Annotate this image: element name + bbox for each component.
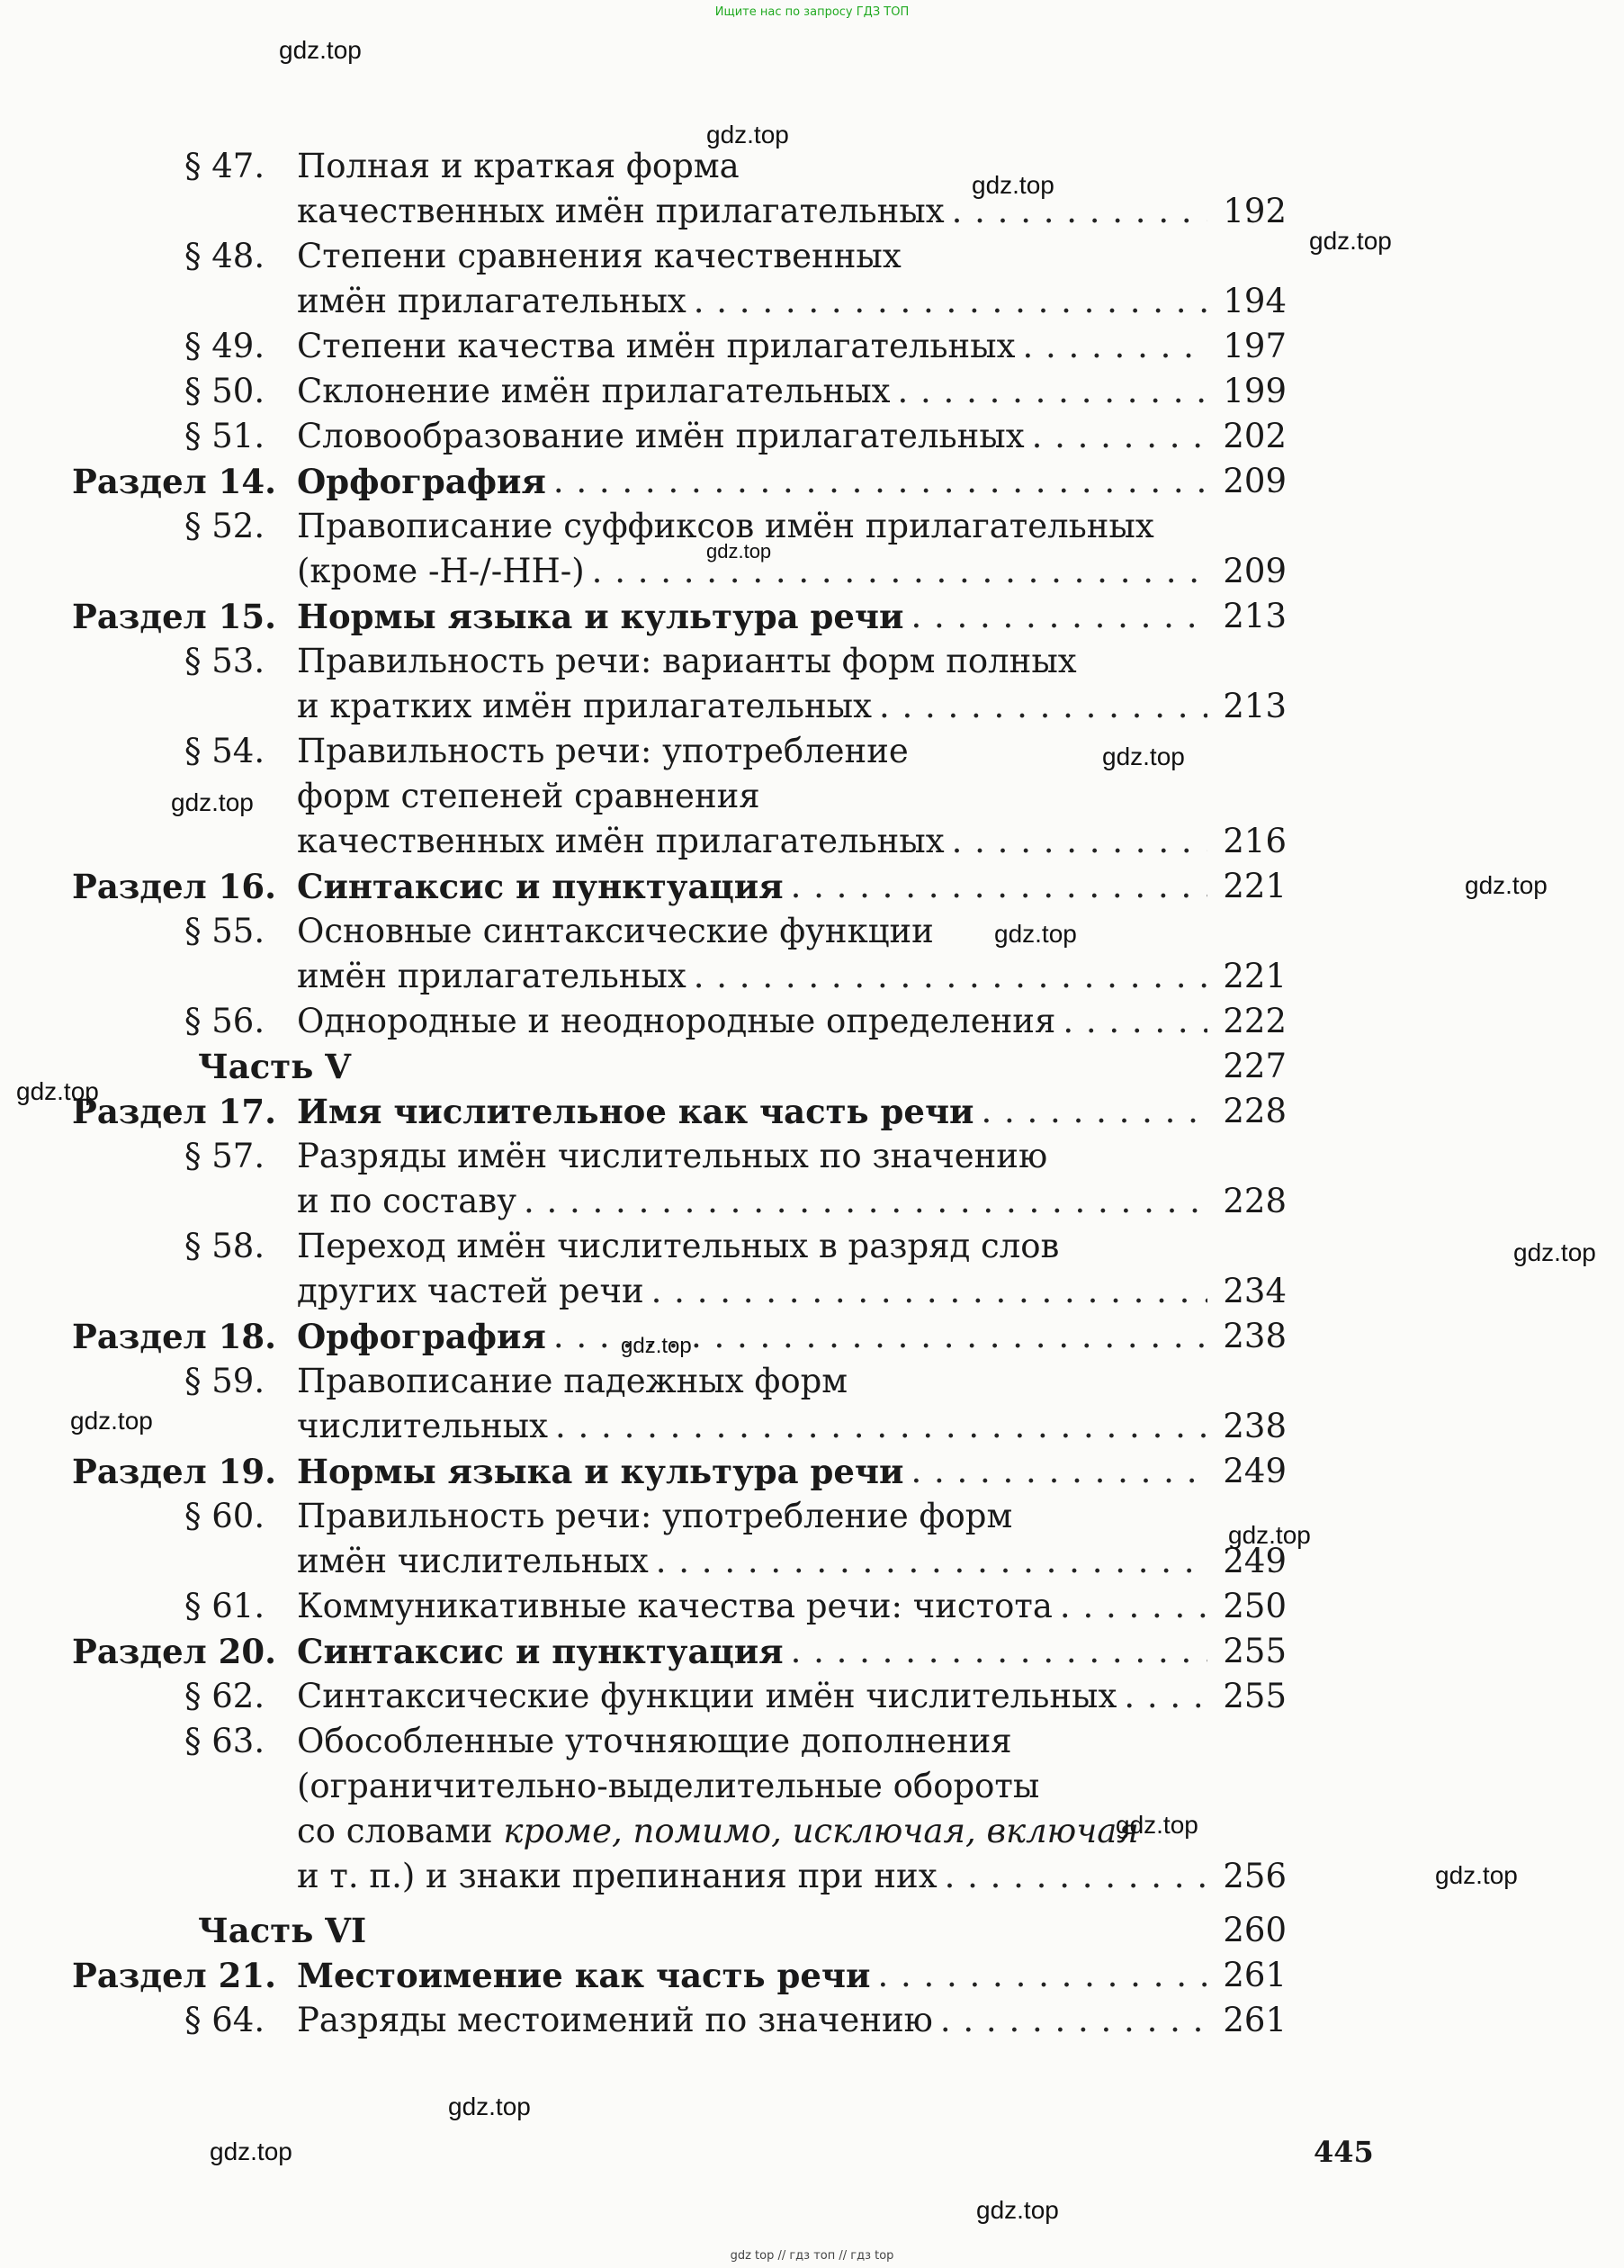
toc-entry-page: 260 <box>1223 1911 1287 1949</box>
toc-entry-label: § 53. <box>184 642 265 680</box>
toc-entry-page: 221 <box>1223 957 1287 995</box>
toc-entry-page: 255 <box>1223 1677 1287 1715</box>
dot-leader <box>1060 1584 1207 1629</box>
toc-entry-title: Местоимение как часть речи <box>297 1956 871 1995</box>
dot-leader <box>1063 999 1207 1044</box>
toc-entry-page: 261 <box>1223 2001 1287 2039</box>
toc-entry-page: 222 <box>1223 1002 1287 1040</box>
toc-entry-title-text: со словами <box>297 1812 504 1850</box>
toc-entry-title: Однородные и неоднородные определения <box>297 1002 1056 1040</box>
dot-leader <box>694 279 1207 324</box>
toc-entry-label: Раздел 19. <box>72 1452 276 1491</box>
toc-entry-title: Синтаксис и пунктуация <box>297 1632 784 1671</box>
toc-entry-page: 261 <box>1223 1956 1287 1994</box>
toc-entry <box>72 279 1287 324</box>
toc-entry-label: § 60. <box>184 1497 265 1535</box>
toc-entry <box>72 324 1287 369</box>
dot-leader <box>981 1089 1207 1134</box>
toc-entry-title: Степени сравнения качественных <box>297 237 902 275</box>
watermark: gdz.top <box>70 1407 153 1435</box>
toc-entry-title: Орфография <box>297 1317 546 1356</box>
watermark: gdz.top <box>1309 227 1392 255</box>
toc-entry-title: качественных имён прилагательных <box>297 192 945 230</box>
toc-entry <box>72 459 1287 504</box>
toc-entry <box>72 414 1287 459</box>
toc-entry-page: 227 <box>1223 1047 1287 1085</box>
footer-banner: gdz top // гдз топ // гдз top <box>730 2249 894 2263</box>
watermark: gdz.top <box>706 121 789 148</box>
toc-entry-page: 228 <box>1223 1092 1287 1130</box>
toc-entry-label: Часть V <box>198 1047 351 1086</box>
toc-entry <box>72 1269 1287 1314</box>
toc-entry-title: Синтаксические функции имён числительных <box>297 1677 1117 1715</box>
toc-entry <box>72 1674 1287 1719</box>
toc-entry-title: Степени качества имён прилагательных <box>297 327 1016 365</box>
toc-entry-page: 213 <box>1223 687 1287 725</box>
dot-leader <box>651 1269 1207 1314</box>
toc-entry-label: § 52. <box>184 507 265 545</box>
page-number: 445 <box>1314 2135 1374 2169</box>
toc-entry-title-italic: кроме, помимо, исключая, включая <box>503 1812 1139 1850</box>
toc-entry-page: 255 <box>1223 1632 1287 1670</box>
watermark: gdz.top <box>171 788 254 816</box>
toc-entry-label: § 51. <box>184 417 265 455</box>
watermark: gdz.top <box>1465 871 1548 899</box>
toc-entry <box>72 909 1287 954</box>
toc-entry-page: 209 <box>1223 552 1287 590</box>
watermark: gdz.top <box>279 36 362 64</box>
toc-entry-title: Правописание суффиксов имён прилагательных <box>297 507 1154 545</box>
toc-entry-label: § 50. <box>184 372 265 410</box>
toc-entry-page: 192 <box>1223 192 1287 230</box>
toc-entry-page: 249 <box>1223 1542 1287 1580</box>
toc-entry-title: Правописание падежных форм <box>297 1362 848 1400</box>
toc-entry <box>72 369 1287 414</box>
dot-leader <box>791 1629 1207 1674</box>
toc-entry <box>72 549 1287 594</box>
watermark: gdz.top <box>1116 1811 1198 1839</box>
watermark: gdz.top <box>1102 742 1185 770</box>
dot-leader <box>791 864 1207 909</box>
toc-entry-title: имён прилагательных <box>297 282 686 320</box>
toc-entry <box>72 819 1287 864</box>
toc-entry-title: Основные синтаксические функции <box>297 912 934 950</box>
dot-leader <box>911 1449 1207 1494</box>
toc-entry <box>72 1809 1287 1854</box>
toc-entry-label: Раздел 15. <box>72 597 276 636</box>
toc-entry <box>72 594 1287 639</box>
toc-entry-title: (ограничительно-выделительные обороты <box>297 1767 1040 1805</box>
watermark: gdz.top <box>976 2196 1059 2224</box>
toc-entry <box>72 1044 1287 1089</box>
toc-entry <box>72 1089 1287 1134</box>
toc-entry <box>72 1449 1287 1494</box>
toc-entry-label: § 58. <box>184 1227 265 1265</box>
toc-entry <box>72 1494 1287 1539</box>
toc-entry-title: Склонение имён прилагательных <box>297 372 891 410</box>
toc-entry-label: § 62. <box>184 1677 265 1715</box>
toc-entry <box>72 1953 1287 1998</box>
toc-entry-label: § 54. <box>184 732 265 770</box>
toc-entry <box>72 954 1287 999</box>
toc-entry-label: Раздел 20. <box>72 1632 276 1671</box>
toc-entry-label: § 49. <box>184 327 265 365</box>
toc-entry-label: § 61. <box>184 1587 265 1625</box>
toc-entry-label: § 55. <box>184 912 265 950</box>
toc-entry-title: Нормы языка и культура речи <box>297 597 904 636</box>
toc-entry-title: Разряды имён числительных по значению <box>297 1137 1048 1175</box>
toc-entry-page: 194 <box>1223 282 1287 320</box>
toc-entry-label: Раздел 21. <box>72 1956 276 1995</box>
toc-entry <box>72 1854 1287 1899</box>
watermark: gdz.top <box>621 1334 692 1358</box>
dot-leader <box>1022 324 1207 369</box>
toc-entry <box>72 1134 1287 1179</box>
toc-entry-label: Раздел 17. <box>72 1092 276 1131</box>
toc-entry <box>72 504 1287 549</box>
toc-entry <box>72 189 1287 234</box>
toc-entry <box>72 1584 1287 1629</box>
toc-entry-title: Правильность речи: варианты форм полных <box>297 642 1077 680</box>
toc-entry-title: Словообразование имён прилагательных <box>297 417 1025 455</box>
dot-leader <box>940 1998 1207 2043</box>
dot-leader <box>553 459 1207 504</box>
toc-entry-label: § 48. <box>184 237 265 275</box>
dot-leader <box>592 549 1207 594</box>
toc-entry-page: 202 <box>1223 417 1287 455</box>
watermark: gdz.top <box>448 2092 531 2120</box>
toc-entry-page: 234 <box>1223 1272 1287 1310</box>
toc-entry-title: Имя числительное как часть речи <box>297 1092 974 1131</box>
toc-entry <box>72 1764 1287 1809</box>
toc-entry-title: Нормы языка и культура речи <box>297 1452 904 1491</box>
toc-entry-title: Разряды местоимений по значению <box>297 2001 933 2039</box>
watermark: gdz.top <box>1228 1521 1311 1549</box>
toc-entry-title <box>297 1809 1139 1854</box>
toc-entry-page: 216 <box>1223 822 1287 860</box>
watermark: gdz.top <box>1513 1238 1596 1266</box>
toc-entry-label: § 57. <box>184 1137 265 1175</box>
dot-leader <box>1124 1674 1207 1719</box>
dot-leader <box>555 1404 1207 1449</box>
dot-leader <box>945 1854 1207 1899</box>
table-of-contents <box>72 144 1287 2043</box>
toc-entry-label: § 64. <box>184 2001 265 2039</box>
top-banner: Ищите нас по запросу ГДЗ ТОП <box>714 5 910 19</box>
toc-entry <box>72 774 1287 819</box>
toc-entry-title: Полная и краткая форма <box>297 147 740 185</box>
toc-entry-title: Коммуникативные качества речи: чистота <box>297 1587 1053 1625</box>
toc-entry-title: имён прилагательных <box>297 957 686 995</box>
toc-entry <box>72 1539 1287 1584</box>
toc-entry-label: Раздел 14. <box>72 462 276 501</box>
toc-entry-title: других частей речи <box>297 1272 644 1310</box>
toc-entry-page: 209 <box>1223 462 1287 500</box>
toc-entry-title: и по составу <box>297 1182 516 1220</box>
toc-entry-label: § 47. <box>184 147 265 185</box>
dot-leader <box>952 819 1207 864</box>
toc-entry <box>72 1404 1287 1449</box>
toc-entry-page: 221 <box>1223 867 1287 905</box>
dot-leader <box>911 594 1207 639</box>
toc-entry-page: 249 <box>1223 1452 1287 1490</box>
toc-entry <box>72 1908 1287 1953</box>
toc-entry <box>72 684 1287 729</box>
toc-entry <box>72 1179 1287 1224</box>
toc-entry-title: и т. п.) и знаки препинания при них <box>297 1857 938 1895</box>
toc-entry-page: 197 <box>1223 327 1287 365</box>
dot-leader <box>898 369 1207 414</box>
toc-entry <box>72 234 1287 279</box>
dot-leader <box>877 1953 1207 1998</box>
toc-entry-label: § 56. <box>184 1002 265 1040</box>
watermark: gdz.top <box>210 2138 292 2165</box>
watermark: gdz.top <box>994 920 1077 948</box>
toc-entry-label: Раздел 16. <box>72 867 276 906</box>
toc-entry-title: форм степеней сравнения <box>297 777 760 815</box>
toc-entry <box>72 1719 1287 1764</box>
toc-entry-page: 199 <box>1223 372 1287 410</box>
toc-entry-title: (кроме -Н-/-НН-) <box>297 552 585 590</box>
watermark: gdz.top <box>16 1077 99 1105</box>
toc-entry-title: Переход имён числительных в разряд слов <box>297 1227 1060 1265</box>
toc-entry-title: имён числительных <box>297 1542 649 1580</box>
toc-entry-title: Синтаксис и пунктуация <box>297 867 784 906</box>
toc-entry-page: 238 <box>1223 1407 1287 1445</box>
toc-entry-title: и кратких имён прилагательных <box>297 687 872 725</box>
watermark: gdz.top <box>972 171 1054 199</box>
toc-entry <box>72 1359 1287 1404</box>
toc-entry-title: Правильность речи: употребление форм <box>297 1497 1013 1535</box>
toc-entry <box>72 864 1287 909</box>
toc-entry-label: § 63. <box>184 1722 265 1760</box>
toc-entry-page: 213 <box>1223 597 1287 635</box>
dot-leader <box>524 1179 1207 1224</box>
toc-entry-title: Правильность речи: употребление <box>297 732 909 770</box>
toc-entry <box>72 144 1287 189</box>
toc-entry <box>72 1629 1287 1674</box>
toc-entry <box>72 1224 1287 1269</box>
dot-leader <box>1032 414 1207 459</box>
toc-entry <box>72 639 1287 684</box>
toc-entry-title: качественных имён прилагательных <box>297 822 945 860</box>
dot-leader <box>879 684 1207 729</box>
watermark: gdz.top <box>706 540 772 562</box>
dot-leader <box>694 954 1207 999</box>
watermark: gdz.top <box>1435 1861 1518 1889</box>
toc-entry-label: § 59. <box>184 1362 265 1400</box>
dot-leader <box>656 1539 1207 1584</box>
toc-entry <box>72 999 1287 1044</box>
toc-entry-page: 228 <box>1223 1182 1287 1220</box>
toc-entry-page: 250 <box>1223 1587 1287 1625</box>
toc-entry-title: числительных <box>297 1407 548 1445</box>
toc-entry <box>72 1998 1287 2043</box>
toc-entry-title: Обособленные уточняющие дополнения <box>297 1722 1012 1760</box>
toc-entry-label: Раздел 18. <box>72 1317 276 1356</box>
toc-entry-page: 256 <box>1223 1857 1287 1895</box>
toc-entry-title: Орфография <box>297 462 546 501</box>
toc-entry-label: Часть VI <box>198 1911 367 1950</box>
toc-entry-page: 238 <box>1223 1317 1287 1355</box>
